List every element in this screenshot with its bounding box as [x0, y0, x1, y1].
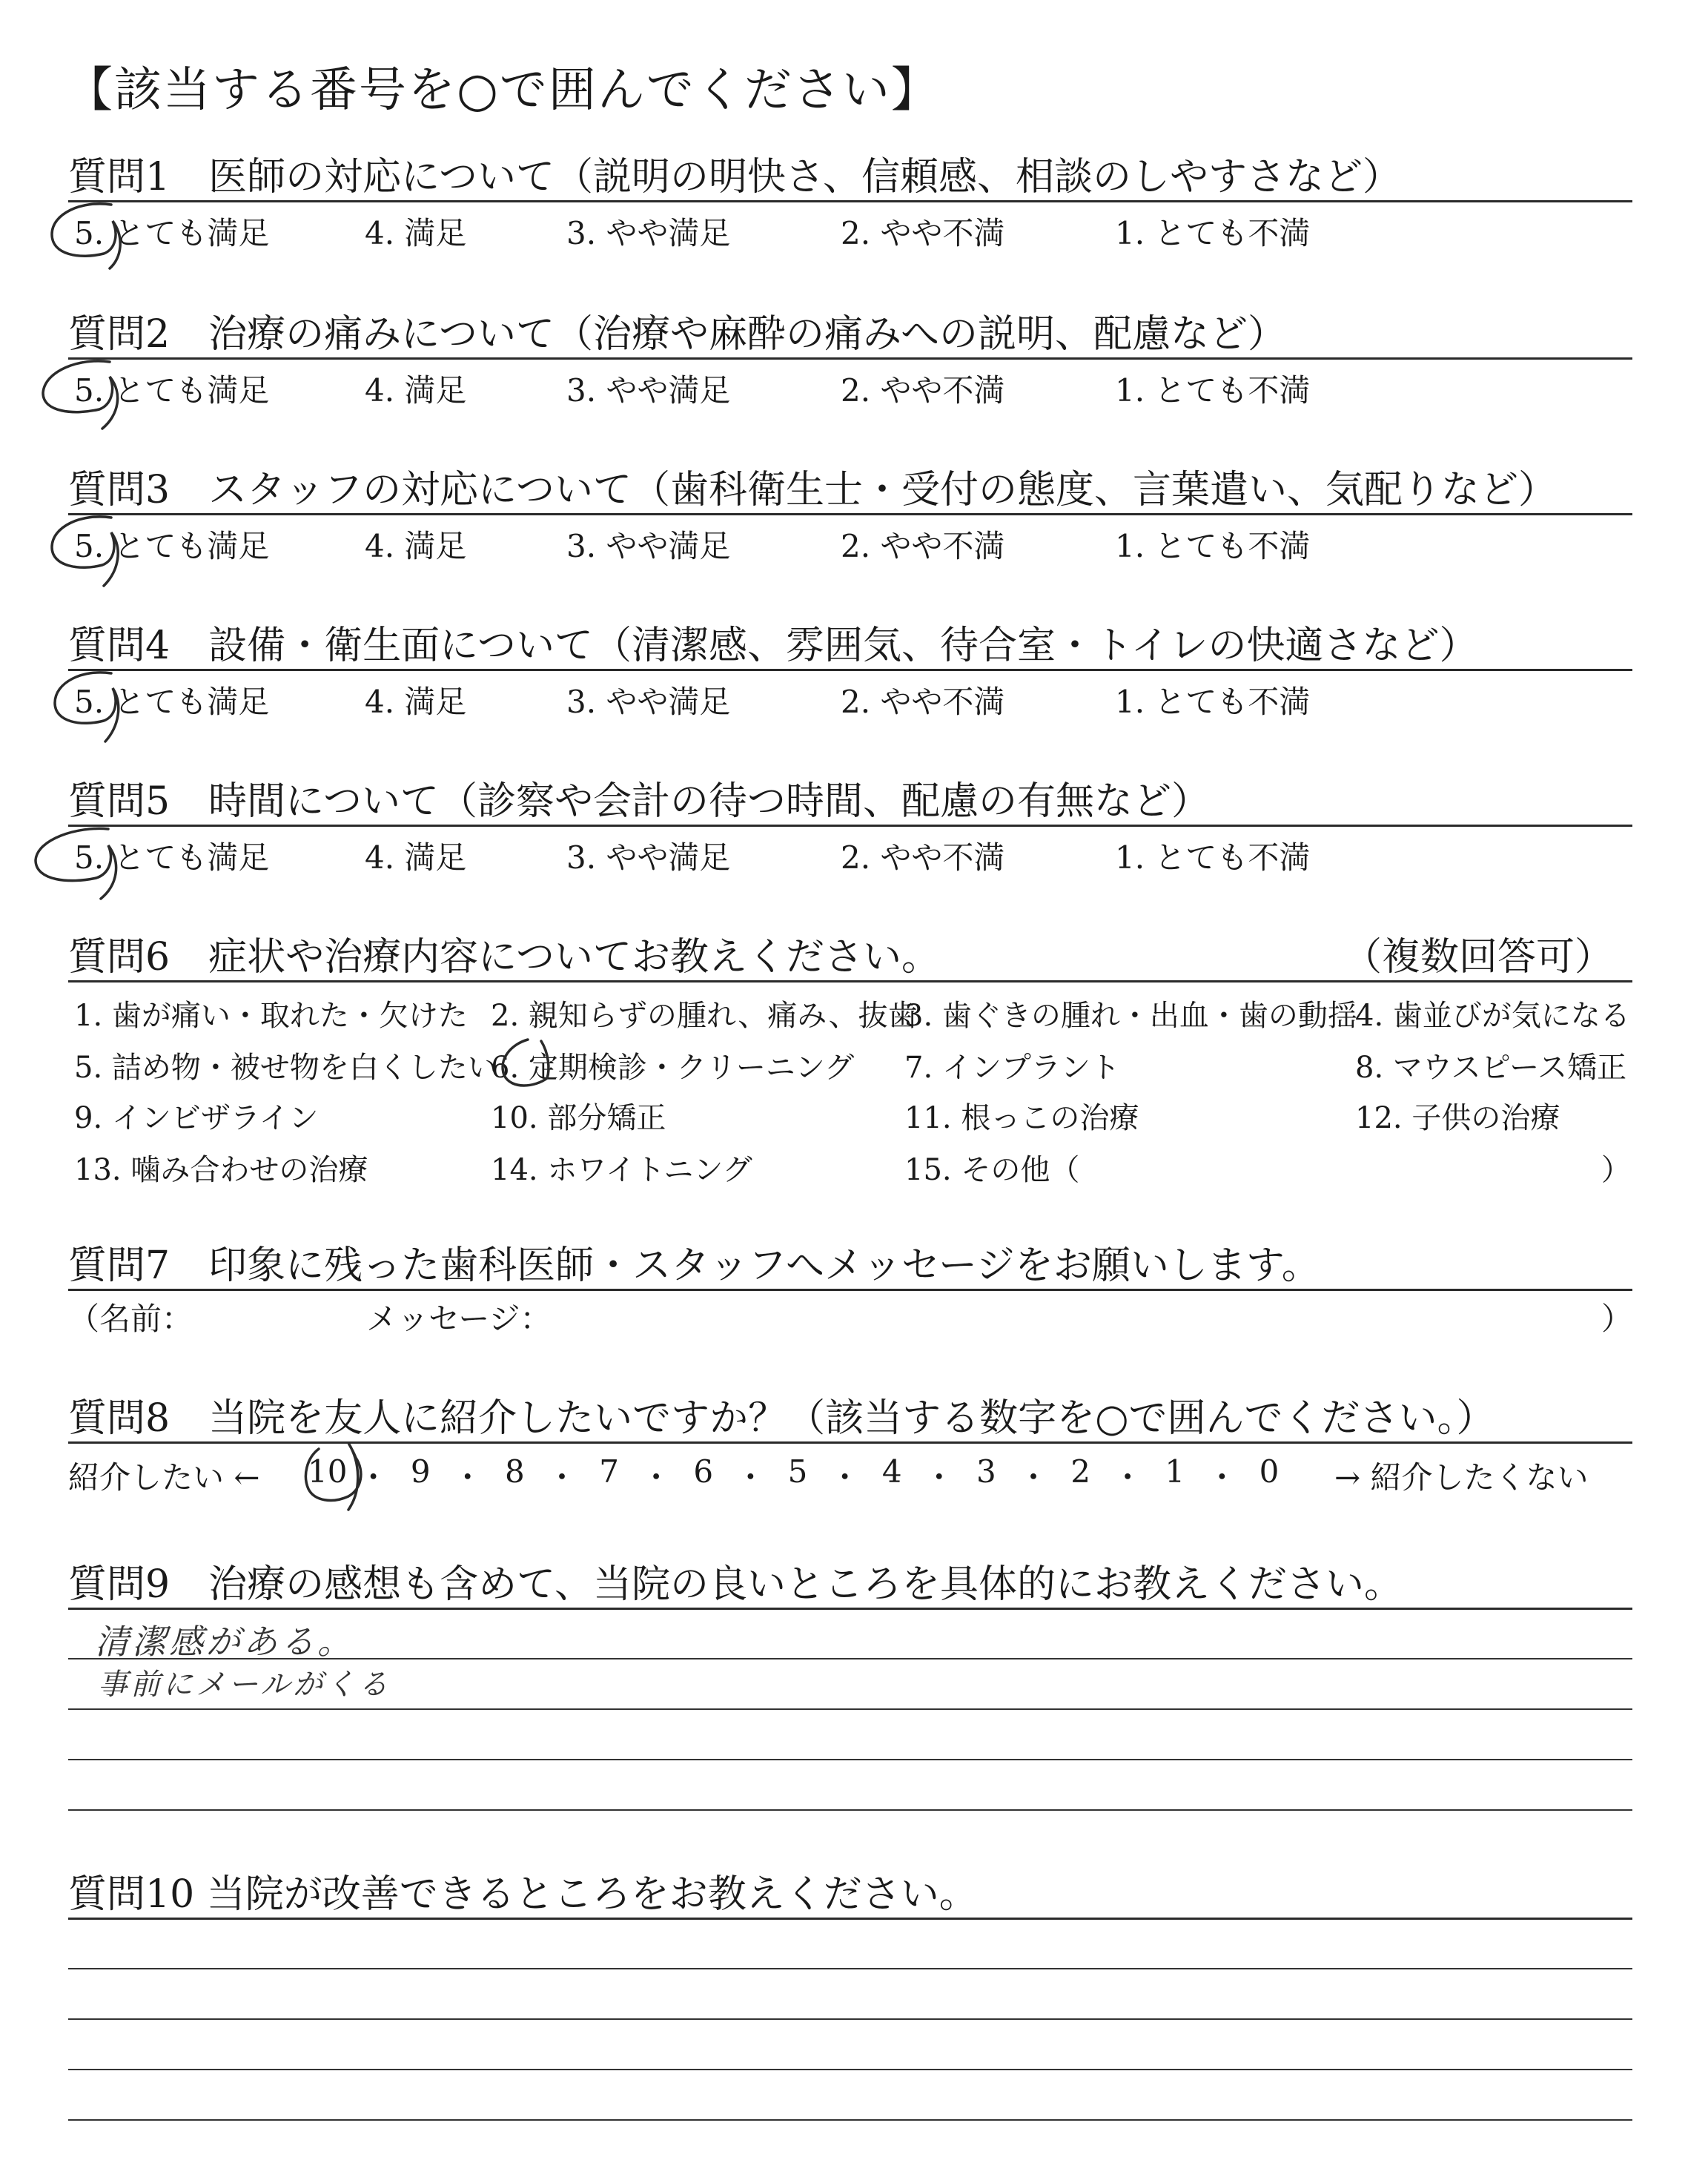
q9-answer-1: 清潔感がある。	[95, 1622, 354, 1662]
q2-option-4[interactable]: 4. 満足	[365, 372, 467, 409]
q8-left-label: 紹介したい ←	[68, 1459, 260, 1496]
q2-option-2[interactable]: 2. やや不満	[841, 372, 1005, 409]
q6-option-9[interactable]: 9. インビザライン	[74, 1101, 319, 1135]
q8-scale-separator: ・	[1112, 1459, 1144, 1496]
question-9-title: 質問9 治療の感想も含めて、当院の良いところを具体的にお教えください。	[68, 1562, 1403, 1607]
q2-option-3[interactable]: 3. やや満足	[566, 372, 731, 409]
q6-option-4[interactable]: 4. 歯並びが気になる	[1355, 999, 1630, 1033]
question-6-note: （複数回答可）	[1343, 935, 1614, 980]
q1-option-1[interactable]: 1. とても不満	[1115, 215, 1311, 251]
q9-line-3	[68, 1708, 1632, 1710]
q6-option-14[interactable]: 14. ホワイトニング	[491, 1153, 752, 1187]
q3-option-2[interactable]: 2. やや不満	[841, 528, 1005, 564]
q3-option-3[interactable]: 3. やや満足	[566, 528, 731, 564]
q10-line-1	[68, 1918, 1632, 1920]
question-6-title: 質問6 症状や治療内容についてお教えください。	[68, 935, 941, 980]
q6-option-7[interactable]: 7. インプラント	[904, 1051, 1120, 1085]
q9-answer-2: 事前にメールがくる	[98, 1668, 391, 1702]
q2-option-5[interactable]: 5. とても満足	[74, 372, 270, 409]
q7-message-label: メッセージ：	[366, 1301, 552, 1337]
q8-scale-value-9[interactable]: 9	[410, 1453, 431, 1490]
question-2-title: 質問2 治療の痛みについて（治療や麻酔の痛みへの説明、配慮など）	[68, 312, 1287, 357]
q6-option-5[interactable]: 5. 詰め物・被せ物を白くしたい	[74, 1051, 497, 1085]
q8-scale-value-0[interactable]: 0	[1259, 1453, 1280, 1490]
question-3-divider	[68, 513, 1632, 515]
page-title: 【該当する番号を○で囲んでください】	[65, 63, 940, 118]
q9-line-1	[68, 1608, 1632, 1610]
q8-scale-value-2[interactable]: 2	[1070, 1453, 1090, 1490]
q6-option-3[interactable]: 3. 歯ぐきの腫れ・出血・歯の動揺	[904, 999, 1357, 1033]
q4-option-2[interactable]: 2. やや不満	[841, 684, 1005, 720]
q8-scale-value-1[interactable]: 1	[1165, 1453, 1185, 1490]
q6-option-13[interactable]: 13. 噛み合わせの治療	[74, 1153, 368, 1187]
q6-option-15[interactable]: 15. その他（	[904, 1153, 1080, 1187]
q4-option-1[interactable]: 1. とても不満	[1115, 684, 1311, 720]
question-3-title: 質問3 スタッフの対応について（歯科衛生士・受付の態度、言葉遣い、気配りなど）	[68, 468, 1558, 512]
q8-scale-value-8[interactable]: 8	[505, 1453, 525, 1490]
q5-option-4[interactable]: 4. 満足	[365, 839, 467, 876]
question-6-divider	[68, 980, 1632, 982]
q8-scale-value-4[interactable]: 4	[881, 1453, 902, 1490]
q10-line-2	[68, 1968, 1632, 1969]
q8-right-label: → 紹介したくない	[1334, 1459, 1589, 1496]
q8-scale-value-7[interactable]: 7	[599, 1453, 619, 1490]
question-8-title: 質問8 当院を友人に紹介したいですか？（該当する数字を○で囲んでください。）	[68, 1396, 1495, 1441]
q5-option-1[interactable]: 1. とても不満	[1115, 839, 1311, 876]
q6-option-6[interactable]: 6. 定期検診・クリーニング	[491, 1051, 855, 1085]
question-5-divider	[68, 825, 1632, 827]
q9-line-2	[68, 1658, 1632, 1659]
q5-option-3[interactable]: 3. やや満足	[566, 839, 731, 876]
q6-option-11[interactable]: 11. 根っこの治療	[904, 1101, 1139, 1135]
q8-scale-separator: ・	[1206, 1459, 1238, 1496]
q4-option-3[interactable]: 3. やや満足	[566, 684, 731, 720]
question-4-title: 質問4 設備・衛生面について（清潔感、雰囲気、待合室・トイレの快適さなど）	[68, 624, 1478, 668]
q8-scale-separator: ・	[451, 1459, 483, 1496]
q1-option-3[interactable]: 3. やや満足	[566, 215, 731, 251]
q10-line-3	[68, 2018, 1632, 2020]
question-4-divider	[68, 669, 1632, 671]
q1-option-5[interactable]: 5. とても満足	[74, 215, 270, 251]
question-2-divider	[68, 357, 1632, 360]
q10-line-4	[68, 2069, 1632, 2070]
q6-other-close-paren: ）	[1601, 1153, 1631, 1187]
q6-option-1[interactable]: 1. 歯が痛い・取れた・欠けた	[74, 999, 468, 1033]
q6-option-2[interactable]: 2. 親知らずの腫れ、痛み、抜歯	[491, 999, 918, 1033]
q8-scale-value-6[interactable]: 6	[693, 1453, 714, 1490]
q8-scale-value-3[interactable]: 3	[976, 1453, 996, 1490]
q4-option-4[interactable]: 4. 満足	[365, 684, 467, 720]
q8-scale-separator: ・	[546, 1459, 577, 1496]
question-7-divider	[68, 1289, 1632, 1291]
q8-scale-value-10[interactable]: 10	[308, 1453, 348, 1490]
q7-name-label: （名前：	[68, 1301, 193, 1337]
q10-line-5	[68, 2119, 1632, 2121]
question-1-divider	[68, 200, 1632, 202]
question-7-title: 質問7 印象に残った歯科医師・スタッフへメッセージをお願いします。	[68, 1244, 1320, 1288]
q8-scale-separator: ・	[640, 1459, 672, 1496]
q1-option-4[interactable]: 4. 満足	[365, 215, 467, 251]
q8-scale-separator: ・	[923, 1459, 955, 1496]
q3-option-1[interactable]: 1. とても不満	[1115, 528, 1311, 564]
question-10-title: 質問10 当院が改善できるところをお教えください。	[68, 1872, 978, 1917]
q6-option-10[interactable]: 10. 部分矯正	[491, 1101, 666, 1135]
question-1-title: 質問1 医師の対応について（説明の明快さ、信頼感、相談のしやすさなど）	[68, 155, 1401, 199]
q6-option-12[interactable]: 12. 子供の治療	[1355, 1101, 1560, 1135]
q5-option-5[interactable]: 5. とても満足	[74, 839, 270, 876]
q6-option-8[interactable]: 8. マウスピース矯正	[1355, 1051, 1627, 1085]
q8-scale-separator: ・	[357, 1459, 389, 1496]
q8-scale-separator: ・	[735, 1459, 767, 1496]
q8-scale-value-5[interactable]: 5	[787, 1453, 808, 1490]
question-8-divider	[68, 1441, 1632, 1444]
q8-scale-separator: ・	[829, 1459, 861, 1496]
q3-option-5[interactable]: 5. とても満足	[74, 528, 270, 564]
q3-option-4[interactable]: 4. 満足	[365, 528, 467, 564]
q8-scale-separator: ・	[1017, 1459, 1049, 1496]
q9-line-5	[68, 1809, 1632, 1811]
q1-option-2[interactable]: 2. やや不満	[841, 215, 1005, 251]
q7-close-paren: ）	[1601, 1301, 1633, 1337]
q5-option-2[interactable]: 2. やや不満	[841, 839, 1005, 876]
question-5-title: 質問5 時間について（診察や会計の待つ時間、配慮の有無など）	[68, 779, 1211, 824]
q2-option-1[interactable]: 1. とても不満	[1115, 372, 1311, 409]
q4-option-5[interactable]: 5. とても満足	[74, 684, 270, 720]
q9-line-4	[68, 1759, 1632, 1760]
